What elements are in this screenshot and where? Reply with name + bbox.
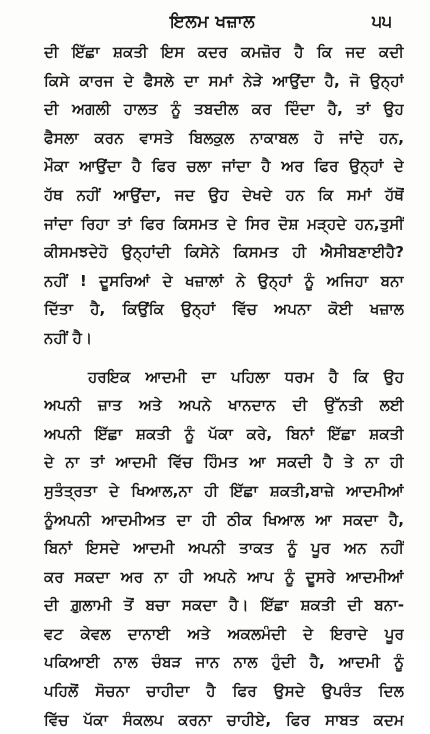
text-line: ਅਪਨੀ ਇੱਛਾ ਸ਼ਕਤੀ ਨੂੰ ਪੱਕਾ ਕਰੇ, ਬਿਨਾਂ ਇੱਛਾ ਸ਼ਕਤੀ xyxy=(44,424,404,443)
text-line: ਫੈਸਲਾ ਕਰਨ ਵਾਸਤੇ ਬਿਲਕੁਲ ਨਾਕਾਬਲ ਹੋ ਜਾਂਦੇ ਹਨ, xyxy=(44,128,404,147)
text-line: ਵਟ ਕੇਵਲ ਦਾਨਾਈ ਅਤੇ ਅਕਲਮੰਦੀ ਦੇ ਇਰਾਦੇ ਪੂਰ xyxy=(44,624,404,643)
text-line: ਹੱਥ ਨਹੀਂ ਆਉਂਦਾ, ਜਦ ਉਹ ਦੇਖਦੇ ਹਨ ਕਿ ਸਮਾਂ ਹੱਥੋਂ xyxy=(44,185,404,204)
text-line: ਦੀ ਗ਼ੁਲਾਮੀ ਤੋਂ ਬਚਾ ਸਕਦਾ ਹੈ। ਇੱਛਾ ਸ਼ਕਤੀ ਦੀ ਬਨਾ- xyxy=(44,596,404,615)
text-line: ਨੂੰਅਪਨੀ ਆਦਮੀਅਤ ਦਾ ਹੀ ਠੀਕ ਖਿਆਲ ਆ ਸਕਦਾ ਹੈ, xyxy=(44,510,404,529)
text-line: ਹਰਇਕ ਆਦਮੀ ਦਾ ਪਹਿਲਾ ਧਰਮ ਹੈ ਕਿ ਉਹ xyxy=(88,367,404,386)
text-line: ਕਰ ਸਕਦਾ ਅਰ ਨਾ ਹੀ ਅਪਨੇ ਆਪ ਨੂੰ ਦੂਸਰੇ ਆਦਮੀਆਂ xyxy=(44,567,404,586)
text-line: ਨਹੀਂ ! ਦੂਸਰਿਆਂ ਦੇ ਖਜ਼ਾਲਾਂ ਨੇ ਉਨ੍ਹਾਂ ਨੂੰ ਅਜਿਹਾ ਬਨਾ xyxy=(44,271,404,290)
text-line: ਨਹੀਂ ਹੈ। xyxy=(44,328,93,347)
text-line: ਪਕਿਆਈ ਨਾਲ ਚੰਬੜ ਜਾਨ ਨਾਲ ਹੁੰਦੀ ਹੈ, ਆਦਮੀ ਨੂੰ xyxy=(44,653,404,672)
text-line: ਦੇ ਨਾ ਤਾਂ ਆਦਮੀ ਵਿੱਚ ਹਿੰਮਤ ਆ ਸਕਦੀ ਹੈ ਤੇ ਨਾ ਹੀ xyxy=(44,453,404,472)
text-line: ਜਾਂਦਾ ਰਿਹਾ ਤਾਂ ਫਿਰ ਕਿਸਮਤ ਦੇ ਸਿਰ ਦੋਸ਼ ਮੜ੍ਹਦੇ ਹਨ,ਤੁਸੀਂ xyxy=(44,214,404,233)
paragraph-gap xyxy=(44,353,404,363)
paragraph-2 xyxy=(44,363,404,734)
text-line: ਪਹਿਲੋਂ ਸੋਚਨਾ ਚਾਹੀਦਾ ਹੈ ਫਿਰ ਉਸਦੇ ਉਪਰੰਤ ਦਿਲ xyxy=(44,682,404,701)
text-line: ਦੀ ਇੱਛਾ ਸ਼ਕਤੀ ਇਸ ਕਦਰ ਕਮਜ਼ੋਰ ਹੈ ਕਿ ਜਦ ਕਦੀ xyxy=(44,43,404,61)
text-line: ਦਿੱਤਾ ਹੈ, ਕਿਉਂਕਿ ਉਨ੍ਹਾਂ ਵਿੱਚ ਅਪਨਾ ਕੋਈ ਖਜ਼ਾਲ xyxy=(44,300,404,319)
text-line: ਕੀਸਮਝਦੇਹੋ ਉਨ੍ਹਾਂਦੀ ਕਿਸੇਨੇ ਕਿਸਮਤ ਹੀ ਐਸੀਬਣਾਈਹੈ? xyxy=(44,243,404,262)
text-line: ਸੁਤੰਤ੍ਰਤਾ ਦੇ ਖਿਆਲ,ਨਾ ਹੀ ਇੱਛਾ ਸ਼ਕਤੀ,ਬਾਜ਼ੇ ਆਦਮੀਆਂ xyxy=(44,481,404,500)
page-number: ੫੫ xyxy=(371,12,392,32)
text-line: ਮੌਕਾ ਆਉਂਦਾ ਹੈ ਫਿਰ ਚਲਾ ਜਾਂਦਾ ਹੈ ਅਰ ਫਿਰ ਉਨ੍ਹਾਂ ਦੇ xyxy=(44,157,404,176)
page-header xyxy=(0,6,430,40)
paragraph-1 xyxy=(44,38,404,353)
text-line: ਕਿਸੇ ਕਾਰਜ ਦੇ ਫੈਸਲੇ ਦਾ ਸਮਾਂ ਨੇੜੇ ਆਉਂਦਾ ਹੈ, ਜੋ ਉਨ੍ਹਾਂ xyxy=(44,71,404,90)
text-line: ਬਿਨਾਂ ਇਸਦੇ ਆਦਮੀ ਅਪਨੀ ਤਾਕਤ ਨੂੰ ਪੂਰ ਅਨ ਨਹੀਂ xyxy=(44,539,404,558)
text-line: ਦੀ ਅਗਲੀ ਹਾਲਤ ਨੂੰ ਤਬਦੀਲ ਕਰ ਦਿੰਦਾ ਹੈ, ਤਾਂ ਉਹ xyxy=(44,100,404,119)
text-line: ਅਪਨੀ ਜ਼ਾਤ ਅਤੇ ਅਪਨੇ ਖਾਨਦਾਨ ਦੀ ਉੱਨਤੀ ਲਈ xyxy=(44,396,404,415)
body-text xyxy=(44,38,404,734)
running-title: ਇਲਮ ਖਜ਼ਾਲ xyxy=(170,12,256,32)
text-line: ਵਿੱਚ ਪੱਕਾ ਸੰਕਲਪ ਕਰਨਾ ਚਾਹੀਏ, ਫਿਰ ਸਾਬਤ ਕਦਮ xyxy=(44,710,404,729)
